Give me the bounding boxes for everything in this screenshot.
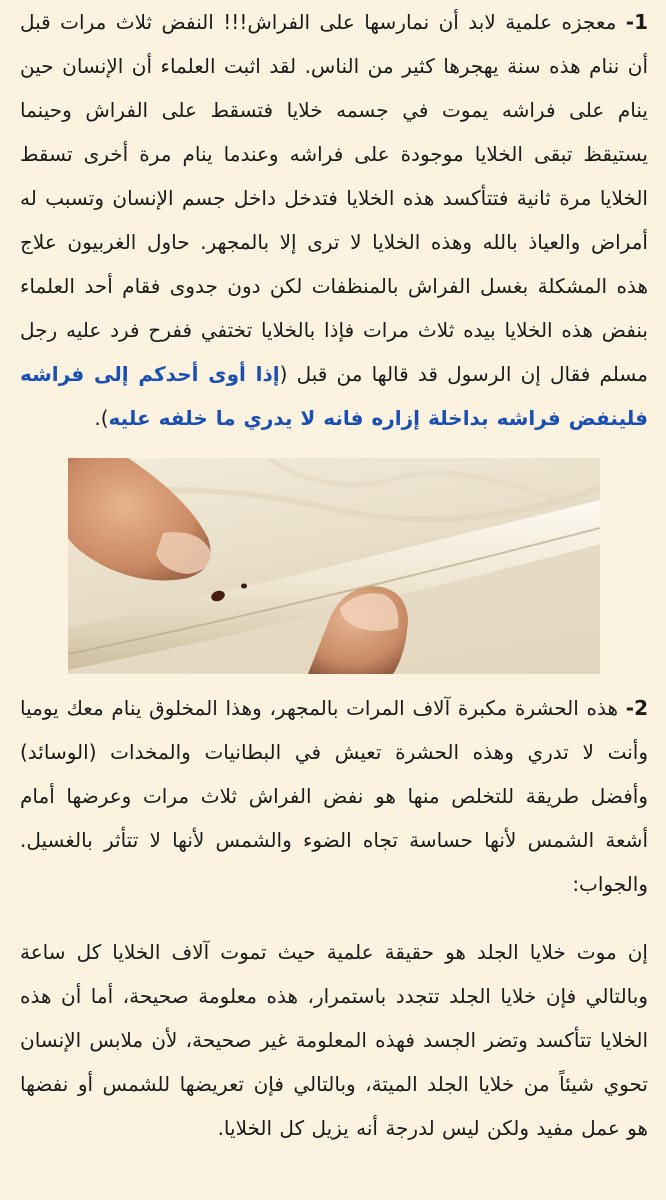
paragraph-1-text: معجزه علمية لابد أن نمارسها على الفراش!!! النفض ثلاث مرات قبل أن ننام هذه سنة يهجرها كثير من الناس. لقد اثبت العلماء أن الإنسان حين ينام على فراشه يموت في جسمه خلايا فتسقط على الفراش وحينما يستيقظ تبقى الخلايا موجودة على فراشه وعندما ينام مرة أخرى تسقط الخلايا مرة ثانية فتتأكسد هذه الخلايا فتدخل داخل جسم الإنسان وتسبب له أمراض والعياذ بالله وهذه الخلايا لا ترى إلا بالمجهر. حاول الغربيون علاج هذه المشكلة بغسل الفراش بالمنظفات لكن دون جدوى فقام أحد العلماء بنفض هذه الخلايا بيده ثلاث مرات فإذا بالخلايا تختفي ففرح فرد عليه رجل مسلم فقال إن الرسول قد قالها من قبل (: [20, 10, 648, 386]
hadith-quote: إذا أوى أحدكم إلى فراشه فلينفض فراشه بداخلة إزاره فانه لا يدري ما خلفه عليه: [20, 362, 648, 430]
paragraph-2: [20, 686, 648, 906]
paragraph-2-number: 2-: [625, 696, 648, 720]
paragraph-1-number: 1-: [625, 10, 648, 34]
paragraph-3: [20, 930, 648, 1150]
bedbug-photo: [68, 458, 600, 674]
paragraph-2-text: هذه الحشرة مكبرة آلاف المرات بالمجهر، وهذا المخلوق ينام معك يوميا وأنت لا تدري وهذه الحشرة تعيش في البطانيات والمخدات (الوسائد) وأفضل طريقة للتخلص منها هو نفض الفراش ثلاث مرات وعرضها أمام أشعة الشمس لأنها حساسة تجاه الضوء والشمس لأنها لا تتأثر بالغسيل. والجواب:: [20, 696, 648, 896]
paragraph-1-closing: ).: [94, 406, 109, 430]
paragraph-1: [20, 0, 648, 440]
paragraph-3-text: إن موت خلايا الجلد هو حقيقة علمية حيث تموت آلاف الخلايا كل ساعة وبالتالي فإن خلايا الجلد تتجدد باستمرار، هذه معلومة صحيحة، أما أن هذه الخلايا تتأكسد وتضر الجسد فهذه المعلومة غير صحيحة، لأن ملابس الإنسان تحوي شيئاً من خلايا الجلد الميتة، وبالتالي فإن تعريضها للشمس أو نفضها هو عمل مفيد ولكن ليس لدرجة أنه يزيل كل الخلايا.: [20, 940, 648, 1140]
